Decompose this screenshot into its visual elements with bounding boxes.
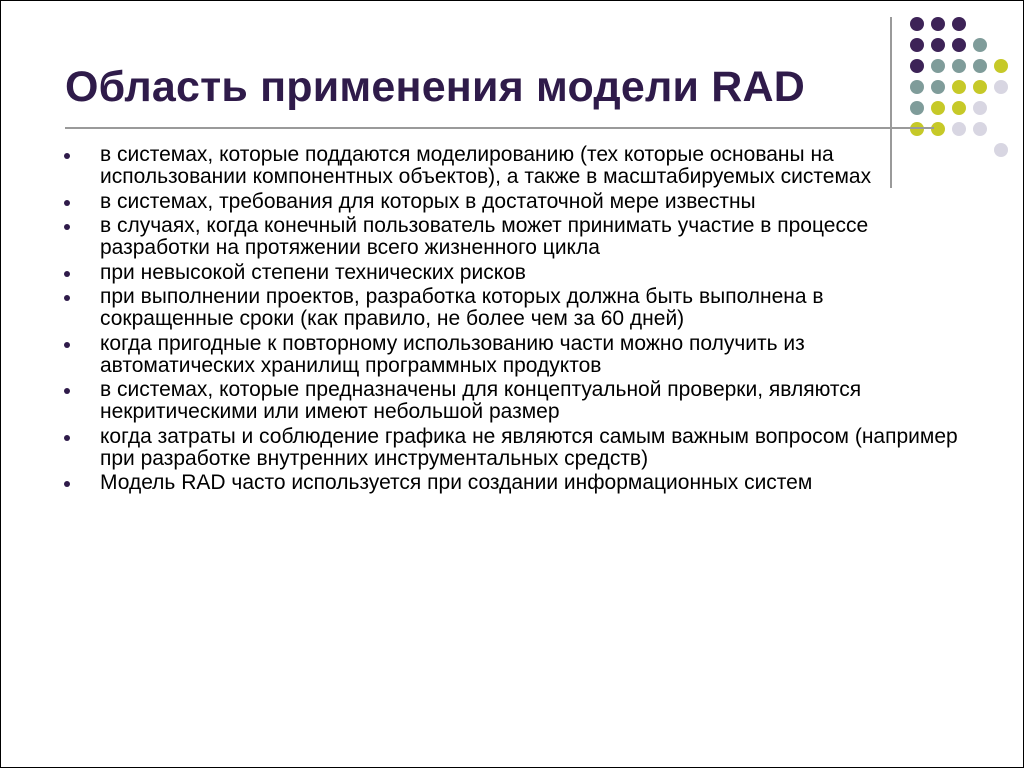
- decorative-dot-lime: [994, 59, 1008, 73]
- decorative-dot-purple: [952, 38, 966, 52]
- bullet-item: [59, 333, 959, 377]
- bullet-item: [59, 215, 959, 259]
- bullet-text: при выполнении проектов, разработка которых должна быть выполнена в сокращенные сроки (как правило, не более чем за 60 дней): [100, 285, 824, 330]
- decorative-dot-lavender: [973, 101, 987, 115]
- decorative-dot-lime: [931, 122, 945, 136]
- decorative-dot-purple: [910, 38, 924, 52]
- decorative-dot-teal: [931, 80, 945, 94]
- decorative-dot-teal: [952, 59, 966, 73]
- decorative-dot-lavender: [973, 122, 987, 136]
- decorative-dot-teal: [910, 80, 924, 94]
- decorative-dot-teal: [910, 101, 924, 115]
- decorative-dot-lavender: [994, 143, 1008, 157]
- horizontal-divider: [65, 127, 934, 129]
- bullet-item: [59, 191, 959, 213]
- bullet-item: [59, 472, 959, 494]
- bullet-item: [59, 426, 959, 470]
- bullet-dot-icon: [64, 200, 70, 206]
- bullet-item: [59, 262, 959, 284]
- bullet-item: [59, 144, 959, 188]
- decorative-dot-purple: [910, 59, 924, 73]
- decorative-dot-lime: [931, 101, 945, 115]
- decorative-dot-lime: [910, 122, 924, 136]
- bullet-dot-icon: [64, 224, 70, 230]
- bullet-dot-icon: [64, 153, 70, 159]
- bullet-text: в системах, которые предназначены для концептуальной проверки, являются некритическими или имеют небольшой размер: [100, 378, 862, 423]
- bullet-text: в системах, которые поддаются моделированию (тех которые основаны на использовании компонентных объектов), а также в масштабируемых системах: [100, 143, 872, 188]
- bullet-list: [59, 144, 959, 497]
- decorative-dot-teal: [931, 59, 945, 73]
- slide-title: Область применения модели RAD: [65, 63, 806, 111]
- decorative-dot-teal: [973, 59, 987, 73]
- decorative-dot-lime: [952, 80, 966, 94]
- bullet-text: при невысокой степени технических рисков: [100, 260, 526, 284]
- bullet-dot-icon: [64, 388, 70, 394]
- bullet-item: [59, 286, 959, 330]
- bullet-dot-icon: [64, 481, 70, 487]
- bullet-dot-icon: [64, 295, 70, 301]
- decorative-dot-teal: [973, 38, 987, 52]
- decorative-dot-lavender: [994, 80, 1008, 94]
- bullet-dot-icon: [64, 271, 70, 277]
- bullet-dot-icon: [64, 435, 70, 441]
- bullet-text: в системах, требования для которых в достаточной мере известны: [100, 189, 756, 213]
- bullet-text: когда пригодные к повторному использованию части можно получить из автоматических хранилищ программных продуктов: [100, 331, 805, 377]
- bullet-text: Модель RAD часто используется при создании информационных систем: [100, 471, 813, 494]
- decorative-dot-lime: [952, 101, 966, 115]
- decorative-dot-purple: [952, 17, 966, 31]
- bullet-dot-icon: [64, 342, 70, 348]
- decorative-dot-lavender: [952, 122, 966, 136]
- decorative-dot-lime: [973, 80, 987, 94]
- decorative-dot-purple: [931, 38, 945, 52]
- decorative-dot-purple: [931, 17, 945, 31]
- decorative-dot-purple: [910, 17, 924, 31]
- bullet-item: [59, 379, 959, 423]
- bullet-text: когда затраты и соблюдение графика не являются самым важным вопросом (например при разработке внутренних инструментальных средств): [100, 424, 958, 470]
- bullet-text: в случаях, когда конечный пользователь может принимать участие в процессе разработки на протяжении всего жизненного цикла: [100, 214, 869, 259]
